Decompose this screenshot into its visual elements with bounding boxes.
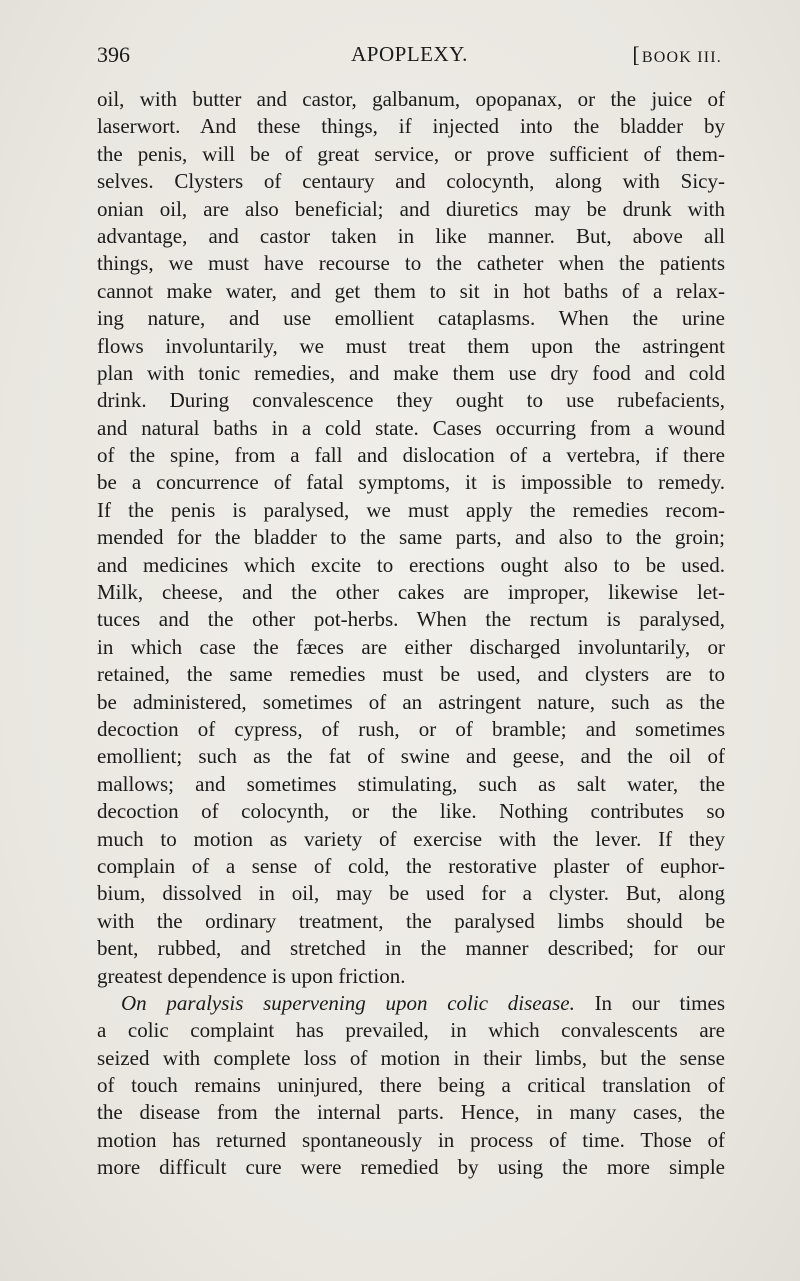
text-line: mallows; and sometimes stimulating, such as salt water, the	[97, 771, 725, 796]
text-line: Milk, cheese, and the other cakes are improper, likewise let-	[97, 580, 725, 605]
text-line: the penis, will be of great service, or prove sufficient of them-	[97, 141, 725, 166]
text-line: things, we must have recourse to the catheter when the patients	[97, 251, 725, 276]
running-head	[97, 42, 722, 72]
paragraph-opening-line	[97, 990, 725, 1017]
text-line: oil, with butter and castor, galbanum, opopanax, or the juice of	[97, 87, 725, 111]
text-line: motion has returned spontaneously in process of time. Those of	[97, 1127, 725, 1152]
text-line: be administered, sometimes of an astringent nature, such as the	[97, 689, 725, 714]
text-line: drink. During convalescence they ought to use rubefacients,	[97, 388, 725, 413]
text-line: bium, dissolved in oil, may be used for a clyster. But, along	[97, 881, 725, 906]
text-line: bent, rubbed, and stretched in the manner described; for our	[97, 936, 725, 961]
text-line: of touch remains uninjured, there being a critical translation of	[97, 1073, 725, 1098]
text-line: ing nature, and use emollient cataplasms. When the urine	[97, 306, 725, 331]
body-text	[97, 86, 725, 1182]
text-line: complain of a sense of cold, the restorative plaster of euphor-	[97, 853, 725, 878]
text-line: onian oil, are also beneficial; and diuretics may be drunk with	[97, 196, 725, 221]
text-line: more difficult cure were remedied by using the more simple	[97, 1155, 725, 1180]
text-line: seized with complete loss of motion in their limbs, but the sense	[97, 1045, 725, 1070]
text-line: decoction of cypress, of rush, or of bramble; and sometimes	[97, 716, 725, 741]
chapter-title: APOPLEXY.	[351, 42, 468, 66]
text-line: If the penis is paralysed, we must apply the remedies recom-	[97, 497, 725, 522]
text-line: in which case the fæces are either discharged involuntarily, or	[97, 634, 725, 659]
text-line: advantage, and castor taken in like manner. But, above all	[97, 223, 725, 248]
book-reference	[632, 42, 722, 68]
text-line: and natural baths in a cold state. Cases occurring from a wound	[97, 415, 725, 440]
text-line: with the ordinary treatment, the paralysed limbs should be	[97, 908, 725, 933]
text-line: be a concurrence of fatal symptoms, it is impossible to remedy.	[97, 470, 725, 495]
text-line: cannot make water, and get them to sit in hot baths of a relax-	[97, 278, 725, 303]
text-line-paragraph-end: greatest dependence is upon friction.	[97, 963, 406, 988]
text-line: plan with tonic remedies, and make them use dry food and cold	[97, 360, 725, 385]
text-line: decoction of colocynth, or the like. Nothing contributes so	[97, 799, 725, 824]
text-line: emollient; such as the fat of swine and geese, and the oil of	[97, 744, 725, 769]
section-heading: On paralysis supervening upon colic disease.	[121, 990, 575, 1015]
text-line: selves. Clysters of centaury and colocynth, along with Sicy-	[97, 169, 725, 194]
text-line: laserwort. And these things, if injected into the bladder by	[97, 114, 725, 139]
text-line: flows involuntarily, we must treat them upon the astringent	[97, 333, 725, 358]
book-reference-bracket: [	[632, 42, 641, 67]
opening-line-text: In our times	[594, 990, 725, 1015]
text-line: and medicines which excite to erections ought also to be used.	[97, 552, 725, 577]
text-line: tuces and the other pot-herbs. When the rectum is paralysed,	[97, 607, 725, 632]
book-reference-label: BOOK III.	[641, 49, 722, 66]
text-line: much to motion as variety of exercise with the lever. If they	[97, 826, 725, 851]
text-line: retained, the same remedies must be used, and clysters are to	[97, 662, 725, 687]
text-line: mended for the bladder to the same parts, and also to the groin;	[97, 525, 725, 550]
text-line: the disease from the internal parts. Hence, in many cases, the	[97, 1100, 725, 1125]
text-line: of the spine, from a fall and dislocation of a vertebra, if there	[97, 443, 725, 468]
page-number: 396	[97, 42, 130, 67]
text-line: a colic complaint has prevailed, in which convalescents are	[97, 1018, 725, 1043]
